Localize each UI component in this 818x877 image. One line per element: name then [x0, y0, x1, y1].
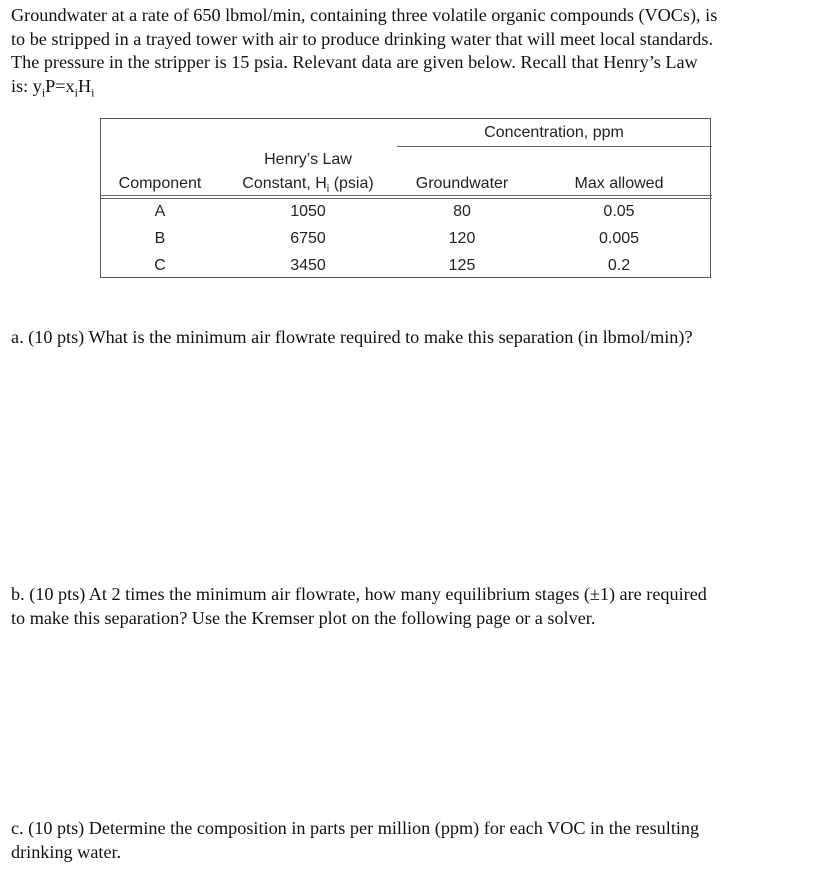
intro-line-2: to be stripped in a trayed tower with air to produce drinking water that will meet local standards.: [11, 28, 714, 49]
group-header-rule: [397, 146, 712, 147]
question-a: [11, 326, 801, 350]
voc-data-table: [100, 118, 711, 278]
row-c-component: C: [154, 257, 166, 274]
groundwater-header: Groundwater: [415, 175, 509, 192]
question-b: [11, 583, 801, 630]
row-a-max-allowed: 0.05: [603, 203, 635, 220]
row-b-max-allowed: 0.005: [598, 230, 640, 247]
question-c-line-1: c. (10 pts) Determine the composition in parts per million (ppm) for each VOC in the resulting: [11, 818, 700, 838]
problem-statement: [11, 4, 801, 105]
concentration-group-header: Concentration, ppm: [484, 124, 624, 141]
row-a-groundwater: 80: [453, 203, 471, 220]
intro-line-1: Groundwater at a rate of 650 lbmol/min, containing three volatile organic compounds (VOCs), is: [11, 5, 718, 25]
question-b-line-2: to make this separation? Use the Kremser plot on the following page or a solver.: [11, 607, 596, 628]
question-a-text: a. (10 pts) What is the minimum air flowrate required to make this separation (in lbmol/min)?: [11, 327, 693, 347]
row-b-groundwater: 120: [448, 230, 476, 247]
row-a-henry: 1050: [290, 203, 326, 220]
max-allowed-header: Max allowed: [574, 175, 664, 192]
henry-header-line1: Henry’s Law: [264, 151, 352, 168]
component-header: Component: [118, 175, 202, 192]
henrys-law-equation: is: $y_iP=x_iH_i$: [11, 75, 95, 100]
row-c-max-allowed: 0.2: [607, 257, 631, 274]
question-b-line-1: b. (10 pts) At 2 times the minimum air flowrate, how many equilibrium stages (±1) are required: [11, 584, 707, 604]
row-a-component: A: [154, 203, 166, 220]
intro-line-3: The pressure in the stripper is 15 psia. Relevant data are given below. Recall that Henry’s Law: [11, 52, 698, 73]
header-rule-top: [101, 195, 712, 196]
row-c-groundwater: 125: [448, 257, 476, 274]
question-c: [11, 817, 801, 864]
question-c-line-2: drinking water.: [11, 841, 122, 862]
row-b-henry: 6750: [290, 230, 326, 247]
row-b-component: B: [154, 230, 166, 247]
henry-header-line2: Constant, $H_i$ (psia): [242, 175, 374, 196]
row-c-henry: 3450: [290, 257, 326, 274]
header-rule-bottom: [101, 198, 712, 199]
